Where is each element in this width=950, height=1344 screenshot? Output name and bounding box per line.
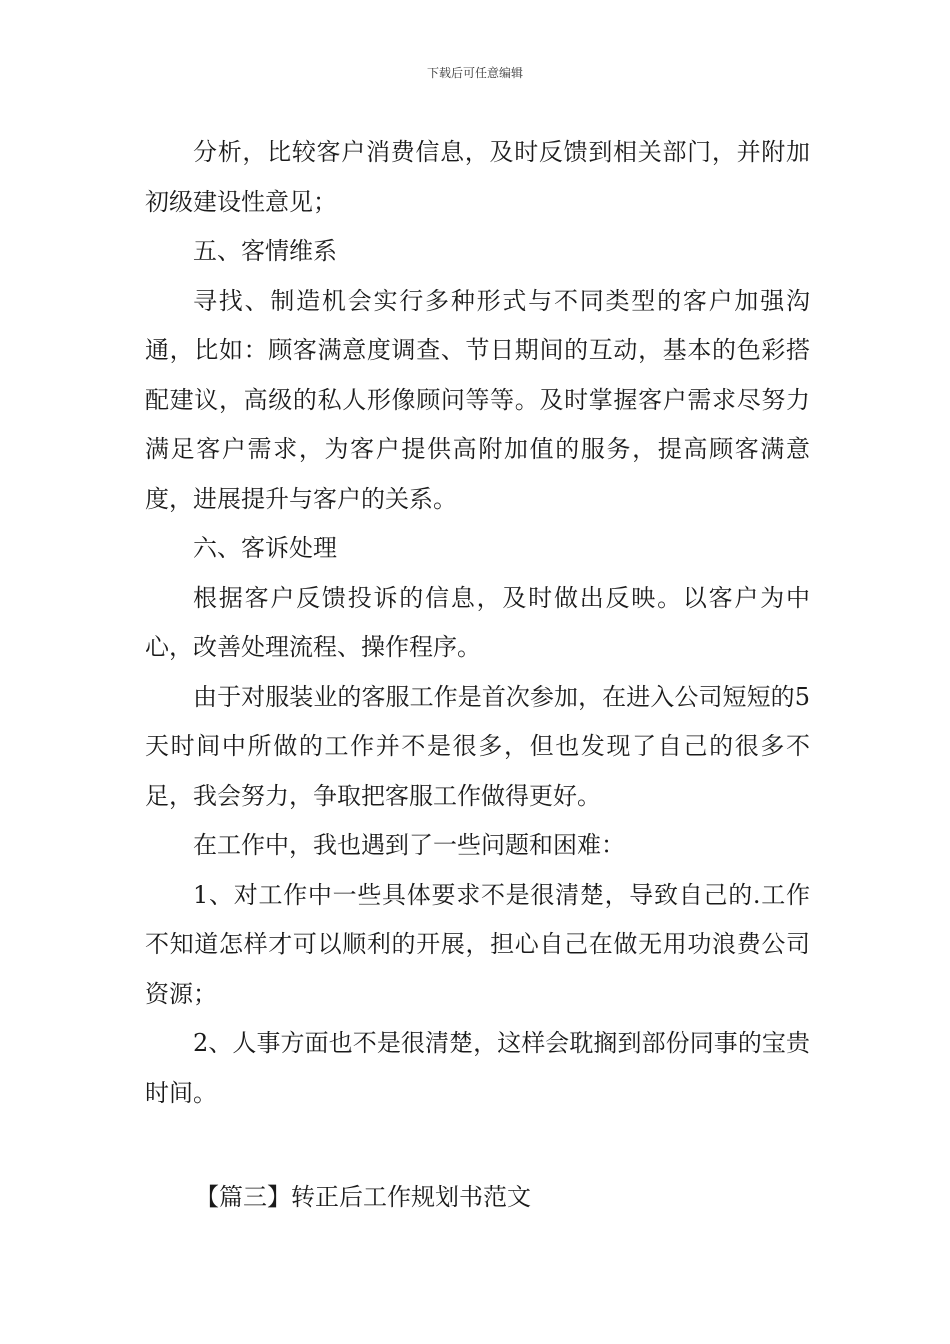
paragraph-first-experience: 由于对服装业的客服工作是首次参加，在进入公司短短的5天时间中所做的工作并不是很多，但也发现了自己的很多不足，我会努力，争取把客服工作做得更好。 [145,682,810,810]
paragraph-problems-intro: 在工作中，我也遇到了一些问题和困难： [193,831,625,859]
page-header-note: 下载后可任意编辑 [426,66,523,80]
paragraph-problem-2: 2、人事方面也不是很清楚，这样会耽搁到部份同事的宝贵时间。 [145,1029,810,1107]
paragraph-analysis: 分析，比较客户消费信息，及时反馈到相关部门，并附加初级建设性意见； [145,138,810,216]
document-body [145,128,810,1118]
section-title: 【篇三】转正后工作规划书范文 [195,1183,531,1211]
paragraph-problem-1: 1、对工作中一些具体要求不是很清楚，导致自己的.工作不知道怎样才可以顺利的开展，担心自己在做无用功浪费公司资源； [145,880,810,1008]
heading-customer-relations: 五、客情维系 [193,237,337,265]
paragraph-customer-relations: 寻找、制造机会实行多种形式与不同类型的客户加强沟通，比如：顾客满意度调查、节日期间的互动，基本的色彩搭配建议，高级的私人形像顾问等等。及时掌握客户需求尽努力满足客户需求，为客户提供高附加值的服务，提高顾客满意度，进展提升与客户的关系。 [145,286,810,513]
heading-complaint-handling: 六、客诉处理 [193,534,337,562]
paragraph-complaint-handling: 根据客户反馈投诉的信息，及时做出反映。以客户为中心，改善处理流程、操作程序。 [145,583,810,661]
